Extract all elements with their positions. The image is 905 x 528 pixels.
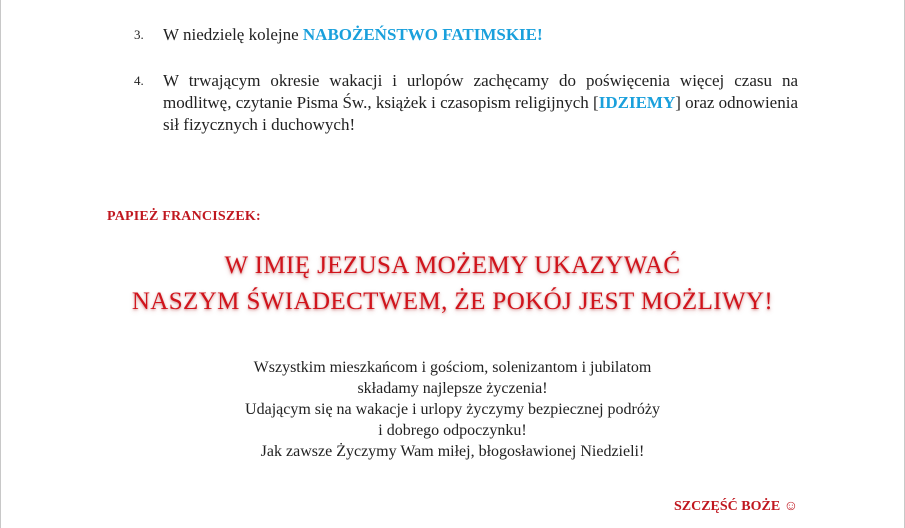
list-item-number: 4. [134, 73, 144, 88]
list-item-text: W trwającym okresie wakacji i urlopów zachęcamy do poświęcenia więcej czasu na modlitwę, czytanie Pisma Św., książek i czasopism religijnych [IDZIEMY] oraz odnowienia sił fizycznych i duchowych! [163, 71, 798, 134]
section-label: PAPIEŻ FRANCISZEK: [107, 209, 261, 224]
headline-line: W IMIĘ JEZUSA MOŻEMY UKAZYWAĆ [224, 252, 681, 279]
wishes-line: Udającym się na wakacje i urlopy życzymy bezpiecznej podróży [245, 401, 660, 418]
list-item-number: 3. [134, 27, 144, 42]
idziemy-highlight: IDZIEMY [598, 93, 676, 112]
fatima-service-highlight: NABOŻEŃSTWO FATIMSKIE! [302, 25, 543, 44]
list-item-3 [134, 24, 798, 46]
wishes-line: Wszystkim mieszkańcom i gościom, solenizantom i jubilatom [253, 359, 652, 376]
wishes-line: Jak zawsze Życzymy Wam miłej, błogosławionej Niedzieli! [260, 443, 645, 460]
headline-line: NASZYM ŚWIADECTWEM, ŻE POKÓJ JEST MOŻLIWY! [131, 288, 774, 315]
list-item-4 [134, 70, 798, 136]
headline-quote [0, 248, 905, 320]
wishes-line: i dobrego odpoczynku! [378, 422, 527, 439]
blessing-signoff: SZCZĘŚĆ BOŻE ☺ [673, 499, 798, 514]
list-item-text: W niedzielę kolejne NABOŻEŃSTWO FATIMSKIE! [163, 25, 543, 44]
wishes-paragraph [0, 357, 905, 462]
wishes-line: składamy najlepsze życzenia! [357, 380, 548, 397]
